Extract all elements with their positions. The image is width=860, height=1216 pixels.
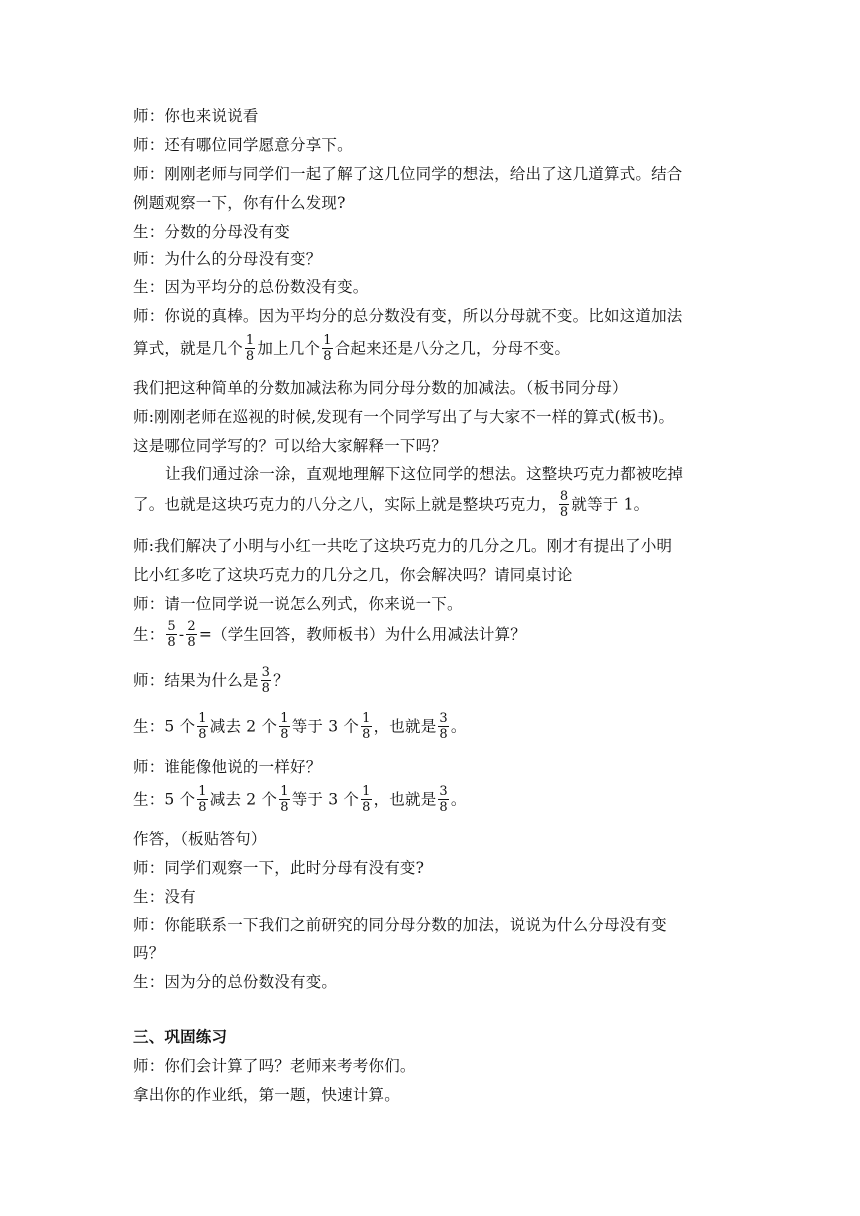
fraction: $\frac{1}{8}$	[280, 784, 289, 815]
text-line-with-fractions: 生： $\frac{5}{8}$ - $\frac{2}{8}$ =（学生回答，教师板书）为什么用减法计算？	[133, 619, 527, 650]
text-line: 师：你说的真棒。因为平均分的总分数没有变，所以分母就不变。比如这道加法	[133, 307, 683, 325]
fraction: $\frac{1}{8}$	[362, 711, 371, 742]
text-line-with-fractions: 生：5 个 $\frac{1}{8}$ 减去 2 个 $\frac{1}{8}$ 等于 3 个 $\frac{1}{8}$ ，也就是 $\frac{3}{8}$ 。	[133, 711, 467, 742]
text-line: 师：你也来说说看	[133, 107, 259, 125]
text-line: 师：为什么的分母没有变？	[133, 250, 322, 268]
text-line: 作答，（板贴答句）	[133, 830, 267, 848]
fraction: $\frac{1}{8}$	[198, 784, 207, 815]
text-line: 吗？	[133, 944, 165, 962]
text-line: 生：因为平均分的总份数没有变。	[133, 278, 369, 296]
text-line: 师：请一位同学说一说怎么列式，你来说一下。	[133, 595, 463, 613]
fraction: $\frac{8}{8}$	[559, 489, 569, 520]
fraction: $\frac{2}{8}$	[187, 619, 196, 650]
fraction: $\frac{5}{8}$	[167, 619, 176, 650]
text-line: 师：同学们观察一下，此时分母有没有变?	[133, 859, 425, 877]
text-line: 师：谁能像他说的一样好？	[133, 758, 322, 776]
text-line: 生：因为分的总份数没有变。	[133, 973, 338, 991]
text-line: 比小红多吃了这块巧克力的几分之几，你会解决吗？请同桌讨论	[133, 566, 573, 584]
fraction: $\frac{1}{8}$	[362, 784, 371, 815]
text-line: 师：你能联系一下我们之前研究的同分母分数的加法，说说为什么分母没有变	[133, 916, 667, 934]
text-line: 师：还有哪位同学愿意分享下。	[133, 136, 353, 154]
text-line: 我们把这种简单的分数加减法称为同分母分数的加减法。（板书同分母）	[133, 379, 628, 397]
text-line-with-fractions: 了。也就是这块巧克力的八分之八，实际上就是整块巧克力， $\frac{8}{8}$ 就等于 1。	[133, 489, 650, 520]
section-heading: 三、巩固练习	[133, 1027, 228, 1046]
fraction: $\frac{3}{8}$	[439, 711, 448, 742]
text-line: 师:刚刚老师在巡视的时候,发现有一个同学写出了与大家不一样的算式(板书)。	[133, 408, 675, 426]
fraction: $\frac{1}{8}$	[245, 333, 255, 364]
fraction: $\frac{1}{8}$	[280, 711, 289, 742]
text-line: 这是哪位同学写的？可以给大家解释一下吗？	[133, 437, 448, 455]
text-line: 师:我们解决了小明与小红一共吃了这块巧克力的几分之几。刚才有提出了小明	[133, 537, 673, 555]
fraction: $\frac{1}{8}$	[198, 711, 207, 742]
fraction: $\frac{3}{8}$	[439, 784, 448, 815]
text-line: 生：分数的分母没有变	[133, 223, 291, 241]
text-line-with-fractions: 师：结果为什么是 $\frac{3}{8}$ ？	[133, 665, 289, 696]
fraction: $\frac{1}{8}$	[323, 333, 332, 364]
text-line: 让我们通过涂一涂，直观地理解下这位同学的想法。这整块巧克力都被吃掉	[165, 465, 684, 483]
text-line: 拿出你的作业纸，第一题，快速计算。	[133, 1086, 400, 1104]
text-line: 师：刚刚老师与同学们一起了解了这几位同学的想法，给出了这几道算式。结合	[133, 165, 683, 183]
text-line: 生：没有	[133, 888, 196, 906]
text-line: 师：你们会计算了吗？老师来考考你们。	[133, 1057, 416, 1075]
text-line-with-fractions: 算式，就是几个 $\frac{1}{8}$ 加上几个 $\frac{1}{8}$ 合起来还是八分之几，分母不变。	[133, 333, 571, 364]
text-line: 例题观察一下，你有什么发现?	[133, 194, 346, 212]
text-line-with-fractions: 生：5 个 $\frac{1}{8}$ 减去 2 个 $\frac{1}{8}$ 等于 3 个 $\frac{1}{8}$ ，也就是 $\frac{3}{8}$ 。	[133, 784, 467, 815]
fraction: $\frac{3}{8}$	[261, 665, 271, 696]
